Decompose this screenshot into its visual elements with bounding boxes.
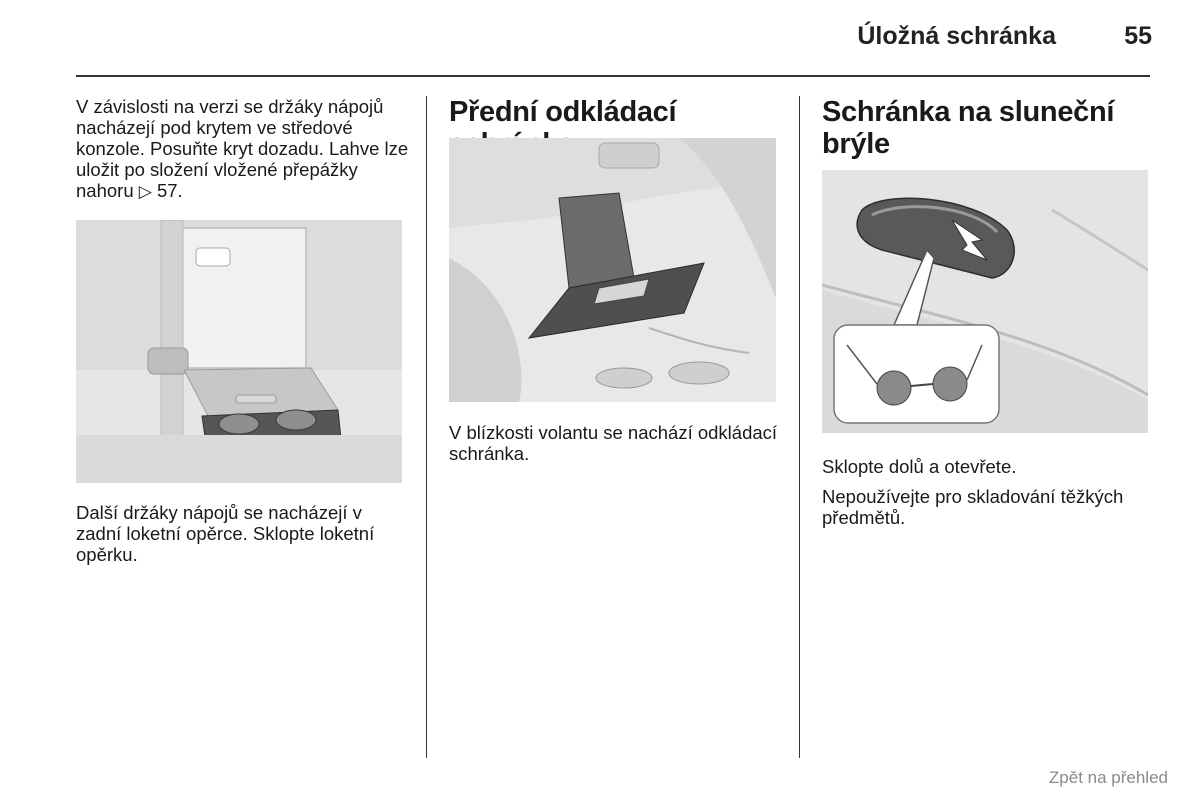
column-divider-right (799, 96, 800, 758)
back-to-overview-link[interactable]: Zpět na přehled (1048, 768, 1168, 787)
glovebox-drawing (449, 138, 776, 402)
sunglasses-holder-illustration (822, 170, 1148, 433)
page-number: 55 (1124, 22, 1152, 50)
rear-armrest-paragraph: Další držáky nápojů se nacházejí v zadní loketní opěrce. Sklopte loketní opěrku. (76, 502, 375, 565)
cross-reference-link[interactable]: 57. (151, 180, 183, 201)
running-header-title: Úložná schránka (857, 22, 1056, 50)
rear-armrest-drawing (76, 220, 402, 483)
column-1 (76, 96, 411, 202)
sunglasses-holder-drawing (822, 170, 1148, 433)
column-2-lower (449, 422, 779, 464)
front-storage-heading: Přední odkládací (449, 96, 677, 128)
header-rule (76, 75, 1150, 77)
glovebox-illustration (449, 138, 776, 402)
sunglasses-instruction-paragraph: Sklopte dolů a otevřete. (822, 456, 1017, 477)
column-1-lower (76, 502, 411, 565)
column-divider-left (426, 96, 427, 758)
cup-holder-paragraph (76, 96, 411, 202)
triangle-right-icon: ▷ (138, 182, 152, 201)
sunglasses-warning-paragraph: Nepoužívejte pro skladování těžkých předmětů. (822, 486, 1124, 528)
front-storage-paragraph: V blízkosti volantu se nachází odkládací schránka. (449, 422, 778, 464)
column-3 (822, 96, 1152, 160)
rear-armrest-illustration (76, 220, 402, 483)
column-3-lower (822, 456, 1152, 528)
cup-holder-text: V závislosti na verzi se držáky nápojů nacházejí pod krytem ve středové konzole. Posuňte kryt dozadu. Lahve lze uložit po složení vložené přepážky nahoru (76, 96, 409, 201)
sunglasses-storage-heading: Schránka na sluneční brýle (822, 96, 1115, 160)
